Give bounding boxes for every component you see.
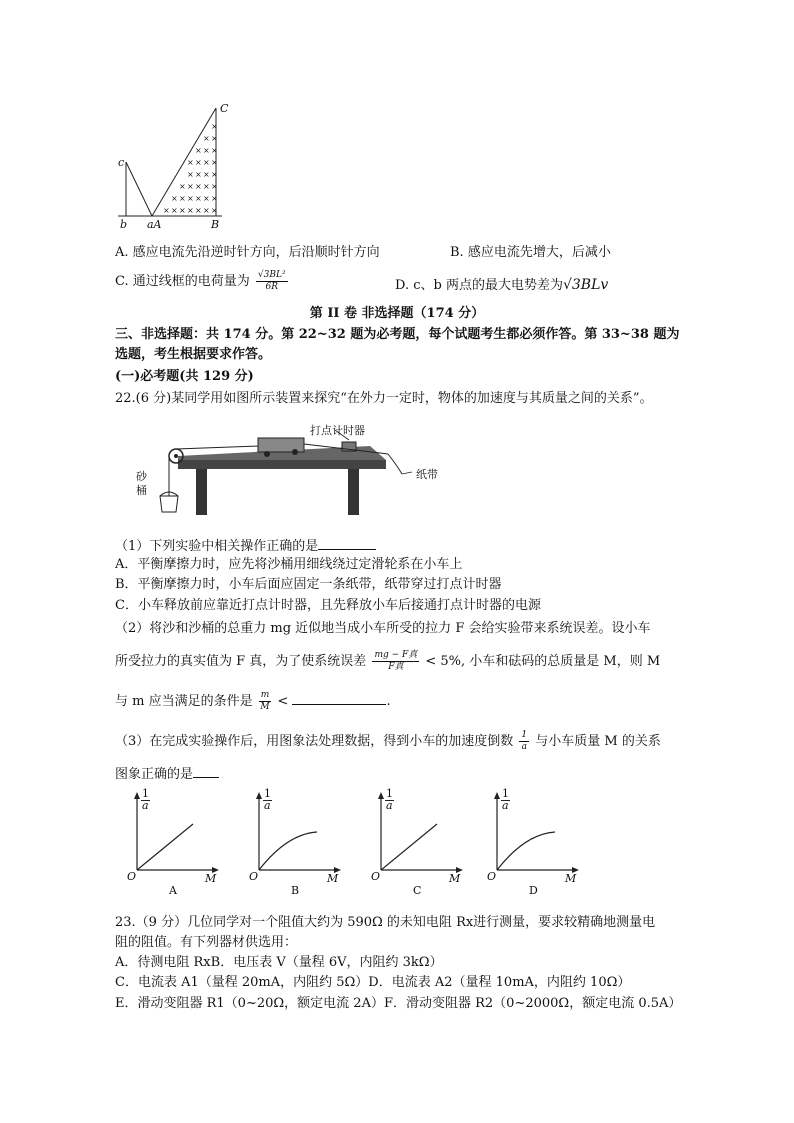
label-B: B	[211, 218, 220, 231]
section-title: 第 II 卷 非选择题（174 分）	[309, 306, 485, 321]
field-mark: ×	[187, 170, 194, 179]
label-b: b	[120, 218, 128, 231]
graph-curve	[259, 832, 317, 870]
option-D-formula: √3BLv	[562, 277, 609, 293]
option-A: A. 感应电流先沿逆时针方向，后沿顺时针方向	[115, 245, 380, 260]
graph-axes	[369, 790, 465, 880]
label-C: C	[220, 102, 229, 115]
graph-line	[137, 824, 193, 870]
y-label-den: a	[264, 799, 271, 812]
field-mark: ×	[211, 158, 218, 167]
field-mark: ×	[179, 206, 186, 215]
field-mark: ×	[211, 194, 218, 203]
field-mark: ×	[195, 206, 202, 215]
label-sand: 砂	[136, 470, 147, 483]
field-mark: ×	[211, 170, 218, 179]
q22-part1-blank	[318, 536, 376, 550]
field-mark: ×	[195, 158, 202, 167]
graph-axes	[485, 790, 581, 880]
q22-part2-lt: <	[277, 694, 289, 709]
triangle-figure-svg	[110, 100, 240, 235]
q22-part3-line2	[115, 764, 219, 784]
option-C	[115, 270, 290, 293]
section-sub: (一)必考题(共 129 分)	[115, 369, 254, 384]
y-axis-arrow	[378, 792, 384, 799]
field-mark: ×	[211, 134, 218, 143]
y-label-den: a	[142, 799, 149, 812]
triangle-figure	[110, 100, 240, 235]
graph-A	[125, 787, 221, 897]
y-label-num: 1	[142, 787, 149, 800]
q22-option-C: C．小车释放前应靠近打点计时器，且先释放小车后接通打点计时器的电源	[115, 598, 541, 613]
q22-part2-period: .	[386, 694, 391, 709]
option-B: B. 感应电流先增大，后减小	[450, 245, 611, 260]
section-intro-2: 选题，考生根据要求作答。	[115, 347, 272, 362]
origin-label: O	[127, 870, 137, 883]
q22-part2-line1: （2）将沙和沙桶的总重力 mg 近似地当成小车所受的拉力 F 会给实验带来系统误差。设小车	[115, 621, 651, 636]
q22-part2-text-b: < 5%, 小车和砝码的总质量是 M，则 M	[425, 654, 661, 669]
y-label-den: a	[502, 799, 509, 812]
graph-letter: C	[413, 884, 422, 897]
field-mark: ×	[211, 206, 218, 215]
graph-row	[125, 787, 605, 900]
x-label: M	[565, 872, 577, 885]
field-mark: ×	[211, 146, 218, 155]
q22-part3-text-c: 图象正确的是	[115, 767, 194, 782]
option-C-text: C. 通过线框的电荷量为	[115, 274, 250, 289]
q23-line4: C．电流表 A1（量程 20mA，内阻约 5Ω）D．电流表 A2（量程 10mA，内阻约 10Ω）	[115, 975, 631, 990]
q22-error-fraction	[372, 650, 419, 673]
field-mark: ×	[179, 182, 186, 191]
graph-letter: B	[291, 884, 300, 897]
q22-part3-num: 1	[521, 730, 528, 740]
q22-error-den: F真	[388, 662, 404, 672]
q22-part3-text-a: （3）在完成实验操作后，用图象法处理数据，得到小车的加速度倒数	[115, 734, 514, 749]
option-D	[395, 276, 608, 295]
q22-mass-fraction	[259, 690, 272, 713]
apparatus-figure	[130, 418, 450, 528]
origin-label: O	[371, 870, 381, 883]
q23-line2: 阻的阻值。有下列器材供选用：	[115, 935, 298, 950]
q22-part1-text: （1）下列实验中相关操作正确的是	[115, 539, 319, 554]
y-label-den: a	[386, 799, 393, 812]
graph-letter: A	[169, 884, 177, 897]
y-label-num: 1	[264, 787, 271, 800]
label-timer: 打点计时器	[310, 424, 365, 437]
field-mark: ×	[203, 146, 210, 155]
field-mark: ×	[203, 194, 210, 203]
q22-error-num: mg − F真	[374, 650, 418, 660]
graph-axes	[247, 790, 343, 880]
q22-part3-line1	[115, 730, 661, 753]
field-mark: ×	[195, 182, 202, 191]
field-mark: ×	[211, 122, 218, 131]
q22-part1	[115, 536, 376, 556]
graph-axes	[125, 790, 221, 880]
field-mark: ×	[171, 194, 178, 203]
field-mark: ×	[187, 206, 194, 215]
q22-option-B: B．平衡摩擦力时，小车后面应固定一条纸带，纸带穿过打点计时器	[115, 577, 502, 592]
q22-part3-text-b: 与小车质量 M 的关系	[535, 734, 661, 749]
graph-D	[485, 787, 581, 897]
x-label: M	[327, 872, 339, 885]
q22-part2-line3	[115, 690, 391, 713]
field-mark: ×	[211, 182, 218, 191]
option-C-num: √3BL²	[257, 270, 286, 280]
field-mark: ×	[203, 206, 210, 215]
q23-line5: E．滑动变阻器 R1（0~20Ω，额定电流 2A）F．滑动变阻器 R2（0~2000Ω，额定电流 0.5A）	[115, 996, 682, 1011]
origin-label: O	[249, 870, 259, 883]
q22-part2-text-c: 与 m 应当满足的条件是	[115, 694, 253, 709]
y-label-num: 1	[502, 787, 509, 800]
field-mark: ×	[203, 182, 210, 191]
q22-part3-fraction	[519, 730, 529, 753]
label-aA: aA	[147, 218, 162, 231]
q23-line1: 23.（9 分）几位同学对一个阻值大约为 590Ω 的未知电阻 Rx进行测量，要求较精确地测量电	[115, 915, 656, 930]
graph-curve	[497, 832, 555, 870]
option-D-text: D. c、b 两点的最大电势差为	[395, 278, 563, 293]
option-C-fraction	[256, 270, 288, 293]
x-label: M	[449, 872, 461, 885]
graph-line	[381, 824, 437, 870]
label-bucket: 桶	[136, 484, 147, 497]
q23-line3: A．待测电阻 RxB．电压表 V（量程 6V，内阻约 3kΩ）	[115, 955, 443, 970]
graph-C	[369, 787, 465, 897]
q22-stem: 22.(6 分)某同学用如图所示装置来探究“在外力一定时，物体的加速度与其质量之间的关系”。	[115, 391, 653, 406]
field-mark: ×	[171, 206, 178, 215]
field-mark: ×	[187, 194, 194, 203]
graph-B	[247, 787, 343, 897]
label-tape: 纸带	[416, 468, 438, 481]
q22-part2-blank	[292, 691, 386, 705]
q22-part3-den: a	[521, 742, 527, 752]
option-C-den: 6R	[265, 282, 278, 292]
field-mark: ×	[203, 134, 210, 143]
section-intro-1: 三、非选择题：共 174 分。第 22~32 题为必考题，每个试题考生都必须作答。第 33~38 题为	[115, 327, 680, 342]
q22-part2-line2	[115, 650, 660, 673]
field-mark: ×	[179, 194, 186, 203]
field-mark: ×	[195, 170, 202, 179]
field-mark: ×	[203, 158, 210, 167]
field-mark: ×	[187, 182, 194, 191]
y-axis-arrow	[494, 792, 500, 799]
field-mark: ×	[195, 146, 202, 155]
q22-mass-den: M	[260, 702, 270, 712]
q22-option-A: A．平衡摩擦力时，应先将沙桶用细线绕过定滑轮系在小车上	[115, 557, 463, 572]
field-mark: ×	[163, 206, 170, 215]
graph-letter: D	[529, 884, 538, 897]
field-mark: ×	[187, 158, 194, 167]
x-label: M	[205, 872, 217, 885]
origin-label: O	[487, 870, 497, 883]
y-label-num: 1	[386, 787, 393, 800]
y-axis-arrow	[256, 792, 262, 799]
field-mark: ×	[203, 170, 210, 179]
label-c: c	[118, 156, 125, 169]
q22-part2-text-a: 所受拉力的真实值为 F 真，为了使系统误差	[115, 654, 367, 669]
q22-part3-blank	[193, 764, 219, 778]
apparatus-svg	[130, 418, 450, 528]
y-axis-arrow	[134, 792, 140, 799]
q22-mass-num: m	[260, 690, 270, 700]
field-mark: ×	[195, 194, 202, 203]
